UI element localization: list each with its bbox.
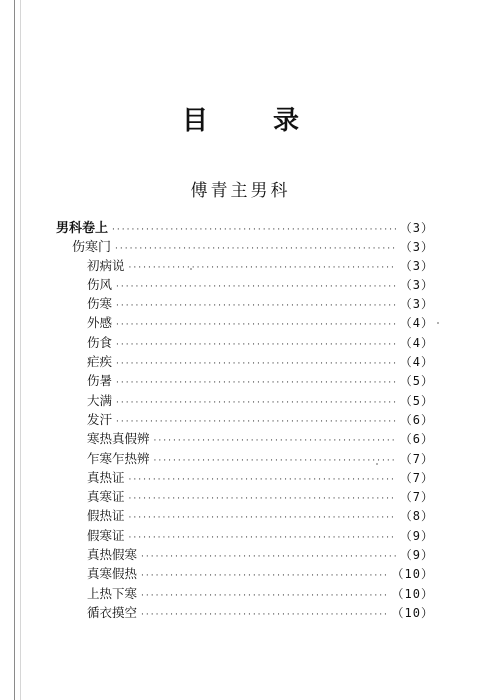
toc-entry-label: 寒热真假辨: [87, 431, 150, 447]
dot-leader: [112, 225, 396, 235]
dot-leader: [129, 494, 396, 504]
toc-entry-page-number: （8）: [399, 509, 434, 524]
dot-leader: [116, 359, 396, 369]
book-subtitle: 傅青主男科: [190, 181, 291, 201]
dot-leader: [116, 282, 396, 292]
toc-entry[interactable]: [56, 429, 434, 448]
toc-entry-page-number: （9）: [399, 528, 434, 543]
toc-entry-label: 大满: [87, 392, 113, 408]
toc-entry-page-number: （3）: [399, 297, 434, 312]
toc-entry[interactable]: [56, 256, 434, 275]
dot-leader: [129, 513, 396, 523]
toc-entry[interactable]: [56, 564, 434, 583]
dot-leader: [129, 533, 396, 543]
toc-entry[interactable]: [56, 487, 434, 506]
dot-leader: [116, 398, 396, 408]
toc-entry-label: 伤寒: [87, 296, 113, 312]
dot-leader: [116, 378, 396, 388]
table-of-contents: [56, 217, 434, 622]
dot-leader: [141, 552, 396, 562]
dot-leader: [129, 263, 396, 273]
toc-entry[interactable]: [56, 584, 434, 603]
toc-entry-label: 外感: [87, 315, 113, 331]
dot-leader: [129, 475, 396, 485]
toc-entry[interactable]: [56, 371, 434, 390]
toc-entry[interactable]: [56, 313, 434, 332]
toc-entry-page-number: （9）: [399, 548, 434, 563]
page-title: 目 录: [181, 106, 328, 136]
scan-speck: [437, 322, 439, 324]
toc-entry[interactable]: [56, 236, 434, 255]
toc-entry-page-number: （3）: [399, 240, 434, 255]
toc-entry-label: 假热证: [87, 508, 125, 524]
toc-entry-page-number: （4）: [399, 335, 434, 350]
toc-entry[interactable]: [56, 410, 434, 429]
toc-entry-page-number: （10）: [391, 586, 434, 601]
toc-entry-label: 循衣摸空: [87, 604, 138, 620]
dot-leader: [116, 320, 396, 330]
toc-entry-label: 真热证: [87, 469, 125, 485]
toc-entry[interactable]: [56, 275, 434, 294]
dot-leader: [116, 301, 396, 311]
toc-entry-label: 疟疾: [87, 354, 113, 370]
toc-entry[interactable]: [56, 333, 434, 352]
dot-leader: [141, 571, 388, 581]
dot-leader: [154, 456, 396, 466]
toc-entry-page-number: （7）: [399, 470, 434, 485]
toc-entry[interactable]: [56, 526, 434, 545]
toc-entry-page-number: （10）: [391, 567, 434, 582]
dot-leader: [141, 610, 388, 620]
dot-leader: [115, 244, 396, 254]
toc-entry[interactable]: [56, 468, 434, 487]
toc-entry-label: 发汗: [87, 411, 113, 427]
toc-entry-page-number: （6）: [399, 432, 434, 447]
toc-entry[interactable]: [56, 294, 434, 313]
dot-leader: [154, 436, 396, 446]
dot-leader: [141, 591, 388, 601]
scan-speck: [190, 268, 192, 270]
toc-entry-page-number: （4）: [399, 316, 434, 331]
toc-entry-page-number: （7）: [399, 490, 434, 505]
toc-entry[interactable]: [56, 352, 434, 371]
toc-entry-label: 真热假寒: [87, 547, 138, 563]
toc-entry-page-number: （6）: [399, 412, 434, 427]
toc-entry-page-number: （3）: [399, 258, 434, 273]
toc-entry[interactable]: [56, 603, 434, 622]
toc-entry[interactable]: [56, 217, 434, 236]
toc-entry-label: 伤寒门: [72, 240, 112, 256]
scan-speck: [376, 463, 378, 465]
toc-entry-label: 乍寒乍热辨: [87, 450, 150, 466]
toc-entry[interactable]: [56, 545, 434, 564]
toc-entry-label: 伤风: [87, 276, 113, 292]
toc-entry-label: 男科卷上: [56, 221, 109, 236]
dot-leader: [116, 417, 396, 427]
dot-leader: [116, 340, 396, 350]
toc-entry[interactable]: [56, 391, 434, 410]
toc-entry-label: 真寒证: [87, 489, 125, 505]
toc-entry-label: 伤食: [87, 334, 113, 350]
toc-entry-label: 假寒证: [87, 527, 125, 543]
toc-entry-label: 伤暑: [87, 373, 113, 389]
toc-entry-page-number: （4）: [399, 355, 434, 370]
toc-entry-page-number: （10）: [391, 605, 434, 620]
toc-entry-label: 上热下寒: [87, 585, 138, 601]
toc-entry[interactable]: [56, 506, 434, 525]
toc-entry-page-number: （5）: [399, 393, 434, 408]
toc-entry-page-number: （5）: [399, 374, 434, 389]
toc-entry-page-number: （3）: [399, 221, 434, 235]
toc-entry-page-number: （3）: [399, 277, 434, 292]
toc-entry-label: 真寒假热: [87, 566, 138, 582]
toc-entry-label: 初病说: [87, 257, 125, 273]
toc-entry-page-number: （7）: [399, 451, 434, 466]
